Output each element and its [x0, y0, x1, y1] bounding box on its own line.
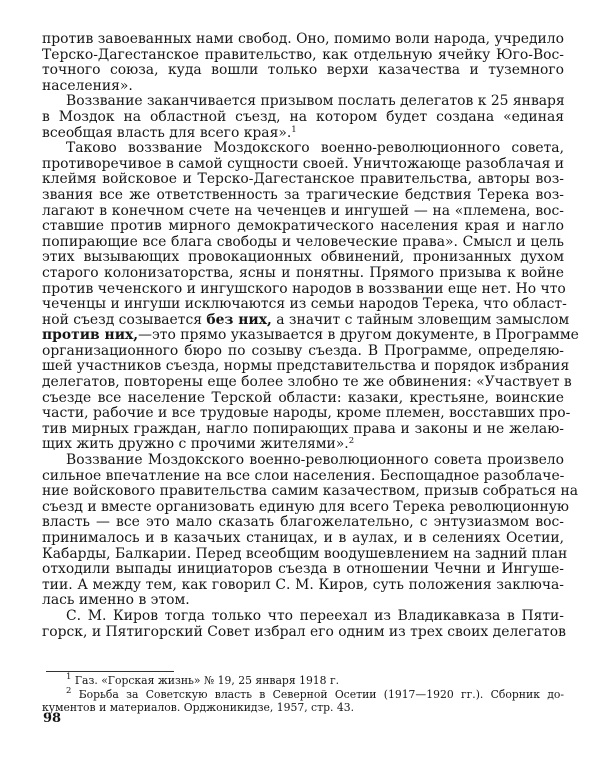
- footnote-line: [42, 685, 565, 702]
- text-line: съезде все население Терской области: казаки, крестьяне, воинские: [42, 389, 564, 406]
- text-line: части, рабочие и все трудовые народы, кроме племен, восставших про-: [42, 405, 571, 422]
- text-line: Воззвание заканчивается призывом послать делегатов к 25 января: [66, 93, 565, 110]
- footnote-mark: 1: [66, 672, 72, 682]
- text-line: против чеченского и ингушского народов в воззвании еще нет. Но что: [42, 280, 566, 297]
- text-line: съезд и вместе организовать единую для всего Терека революционную: [42, 498, 569, 515]
- text-line: Воззвание Моздокского военно-революционного совета произвело: [66, 452, 564, 469]
- text-line: противоречивое в самой сущности своей. Уничтожающе разоблачая и: [42, 155, 565, 172]
- text-line: этих вызывающих провокационных обвинений, пронизанных духом: [42, 249, 564, 266]
- line-text: всеобщая власть для всего края».: [42, 124, 292, 141]
- text-line: власть — все это мало сказать благожелательно, с энтузиазмом вос-: [42, 514, 564, 531]
- text-line: отходили выпады инициаторов съезда в отношении Чечни и Ингуше-: [42, 561, 564, 578]
- line-text: щих жить дружно с прочими жителями».: [42, 436, 349, 453]
- footnote-ref-1[interactable]: 1: [291, 124, 297, 135]
- text-line: Терско-Дагестанское правительство, как отдельную ячейку Юго-Вос-: [42, 46, 564, 63]
- text-line: Кабарды, Балкарии. Перед всеобщим воодушевлением на задний план: [42, 545, 568, 562]
- page-number: 98: [43, 711, 62, 726]
- paragraph-1: [42, 32, 564, 94]
- footnote-2: [42, 685, 565, 715]
- paragraph-2: [42, 94, 564, 141]
- main-text: [42, 31, 579, 640]
- footnote-text: Борьба за Советскую власть в Северной Осетии (1917—1920 гг.). Сборник до-: [78, 687, 565, 701]
- text-line: тии. А между тем, как говорил С. М. Киров, суть положения заключа-: [42, 576, 564, 593]
- line-text: а значит с тайным зловещим замыслом: [271, 311, 570, 328]
- line-text: —это прямо указывается в другом документе, в Программе: [138, 327, 579, 344]
- paragraph-5: [42, 609, 564, 640]
- emphasis-without-them: без них,: [206, 311, 272, 328]
- footnote-line: кументов и материалов. Орджоникидзе, 1957, стр. 43.: [42, 701, 355, 714]
- text-line: старого колонизаторства, ясны и понятны. Прямого призыва к войне: [42, 264, 564, 281]
- text-line: [42, 126, 564, 142]
- text-line: [42, 327, 579, 344]
- text-line: Таково воззвание Моздокского военно-революционного совета,: [66, 140, 564, 157]
- text-line: против завоеванных нами свобод. Оно, помимо воли народа, учредило: [42, 31, 564, 47]
- text-line: С. М. Киров тогда только что переехал из Владикавказа в Пяти-: [66, 607, 564, 624]
- footnote-1: [42, 674, 564, 688]
- text-line: чеченцы и ингуши исключаются из семьи народов Терека, что област-: [42, 296, 567, 313]
- footnote-text: Газ. «Горская жизнь» № 19, 25 января 1918 г.: [74, 674, 340, 687]
- text-line: [42, 311, 570, 329]
- text-line: принималось и в казачьих станицах, и в аулах, и в селениях Осетии,: [42, 530, 564, 546]
- text-line: сильное впечатление на все слои населения. Беспощадное разоблаче-: [42, 467, 565, 484]
- paragraph-3: [42, 140, 579, 453]
- line-text: ной съезд созывается: [42, 311, 207, 328]
- text-line: звания все же ответственность за трагические бедствия Терека воз-: [42, 186, 564, 203]
- text-line: ние войскового правительства самим казачеством, призыв собраться на: [42, 483, 578, 500]
- text-line: населения».: [42, 77, 133, 94]
- text-line: клеймя войсковое и Терско-Дагестанское правительства, авторы воз-: [42, 171, 564, 188]
- text-line: лась именно в этом.: [42, 592, 190, 609]
- text-line: в Моздок на областной съезд, на котором будет создана «единая: [42, 108, 564, 125]
- text-line: ставшие против мирного демократического населения края и нагло: [42, 218, 564, 235]
- text-line: лагают в конечном счете на чеченцев и ингушей — на «племена, вос-: [42, 202, 564, 219]
- text-line: делегатов, повторены еще более злобно те же обвинения: «Участвует в: [42, 374, 572, 391]
- paragraph-4: [42, 452, 578, 609]
- text-line: точного союза, куда вошли только верхи казачества и туземного: [42, 62, 564, 79]
- text-line: тив мирных граждан, нагло попирающих права и законы и не желаю-: [42, 420, 564, 437]
- emphasis-against-them: против них,: [42, 327, 139, 344]
- footnotes: [42, 674, 564, 715]
- footnote-ref-2[interactable]: 2: [348, 436, 355, 447]
- footnote-mark: 2: [66, 685, 72, 696]
- text-line: [42, 437, 564, 453]
- footnote-line: [42, 674, 564, 688]
- text-line: горск, и Пятигорский Совет избрал его одним из трех своих делегатов: [42, 623, 566, 640]
- text-line: попирающие все блага свободы и человеческие права». Смысл и цель: [42, 233, 564, 250]
- text-line: организационного бюро по созыву съезда. В Программе, определяю-: [42, 342, 564, 359]
- text-line: шей участников съезда, нормы представительства и порядок избрания: [42, 358, 570, 375]
